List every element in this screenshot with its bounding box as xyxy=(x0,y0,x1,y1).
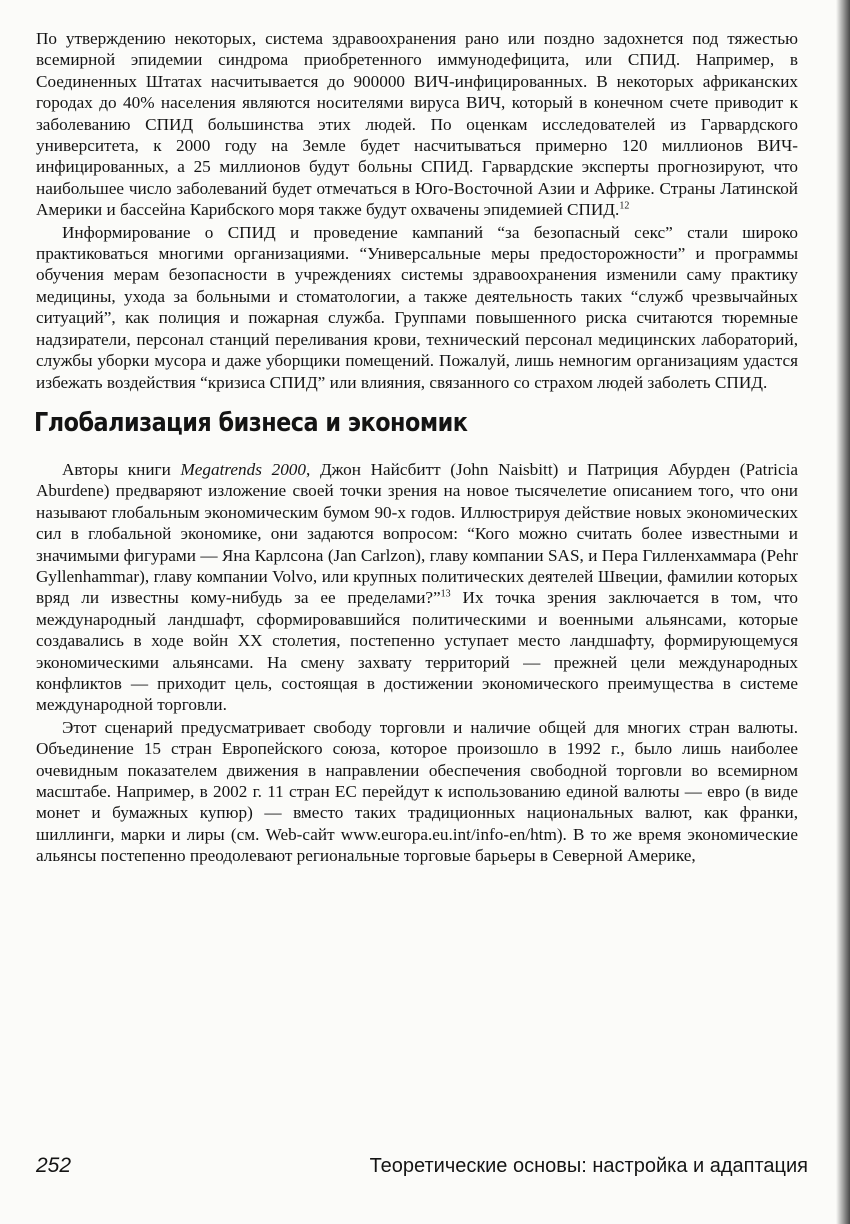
footnote-ref-12: 12 xyxy=(619,200,630,212)
page-footer xyxy=(36,1154,808,1178)
paragraph-megatrends: Авторы книги Megatrends 2000, Джон Найсбитт (John Naisbitt) и Патриция Абурден (Patricia Aburdene) предваряют изложение своей точки зрения на новое тысячелетие описанием того, что они называют глобальным экономическим бумом 90-х годов. Иллюстрируя действие новых экономических сил в глобальной экономике, они задаются вопросом: “Кого можно считать более известными и значимыми фигурами — Яна Карлсона (Jan Carlzon), главу компании SAS, и Пера Гилленхаммара (Pehr Gyllenhammar), главу компании Volvo, или крупных политических деятелей Швеции, фамилии которых вряд ли известны кому-нибудь за ее пределами?”$^{13}$ Их точка зрения заключается в том, что международный ландшафт, сформировавшийся политическими и военными альянсами, которые создавались в ходе войн XX столетия, постепенно уступает место ландшафту, формирующемуся экономическими альянсами. На смену захвату территорий — прежней цели международных конфликтов — приходит цель, состоящая в достижении экономического преимущества в системе международной торговли. xyxy=(36,459,799,715)
running-title: Теоретические основы: настройка и адаптация xyxy=(369,1155,808,1177)
paragraph-free-trade: Этот сценарий предусматривает свободу торговли и наличие общей для многих стран валюты. Объединение 15 стран Европейского союза, которое произошло в 1992 г., было лишь наиболее очевидным показателем движения в направлении обеспечения свободной торговли во всемирном масштабе. Например, в 2002 г. 11 стран ЕС перейдут к использованию единой валюты — евро (в виде монет и бумажных купюр) — вместо таких традиционных национальных валют, как франки, шиллинги, марки и лиры (см. Web-сайт www.europa.eu.int/info-en/htm). В то же время экономические альянсы постепенно преодолевают региональные торговые барьеры в Северной Америке, xyxy=(36,717,798,866)
page-number: 252 xyxy=(36,1154,72,1177)
page-body xyxy=(36,28,798,867)
paragraph-aids-epidemic: По утверждению некоторых, система здравоохранения рано или поздно задохнется под тяжестью всемирной эпидемии синдрома приобретенного иммунодефицита, или СПИД. Например, в Соединенных Штатах насчитывается до 900000 ВИЧ-инфицированных. В некоторых африканских городах до 40% населения являются носителями вируса ВИЧ, который в конечном счете приводит к заболеванию СПИД большинства этих людей. По оценкам исследователей из Гарвардского университета, к 2000 году на Земле будет насчитываться примерно 120 миллионов ВИЧ-инфицированных, а 25 миллионов будут больны СПИД. Гарвардские эксперты прогнозируют, что наибольшее число заболеваний будет отмечаться в Юго-Восточной Азии и Африке. Страны Латинской Америки и бассейна Карибского моря также будут охвачены эпидемией СПИД.$^{12}$ xyxy=(36,29,798,220)
section-heading: Глобализация бизнеса и экономик xyxy=(34,407,468,438)
paragraph-aids-information: Информирование о СПИД и проведение кампаний “за безопасный секс” стали широко практиковаться многими организациями. “Универсальные меры предосторожности” и программы обучения мерам безопасности в учреждениях системы здравоохранения изменили саму практику медицины, ухода за больными и стоматологии, а также деятельность таких “служб чрезвычайных ситуаций”, как полиция и пожарная служба. Группами повышенного риска считаются тюремные надзиратели, персонал станций переливания крови, технический персонал медицинских лабораторий, службы уборки мусора и даже уборщики помещений. Пожалуй, лишь немногим организациям удастся избежать воздействия “кризиса СПИД” или влияния, связанного со страхом людей заболеть СПИД. xyxy=(36,222,798,392)
footnote-ref-13: 13 xyxy=(440,588,451,600)
scan-edge-shadow xyxy=(836,0,850,1224)
book-title: Megatrends 2000 xyxy=(180,459,306,479)
